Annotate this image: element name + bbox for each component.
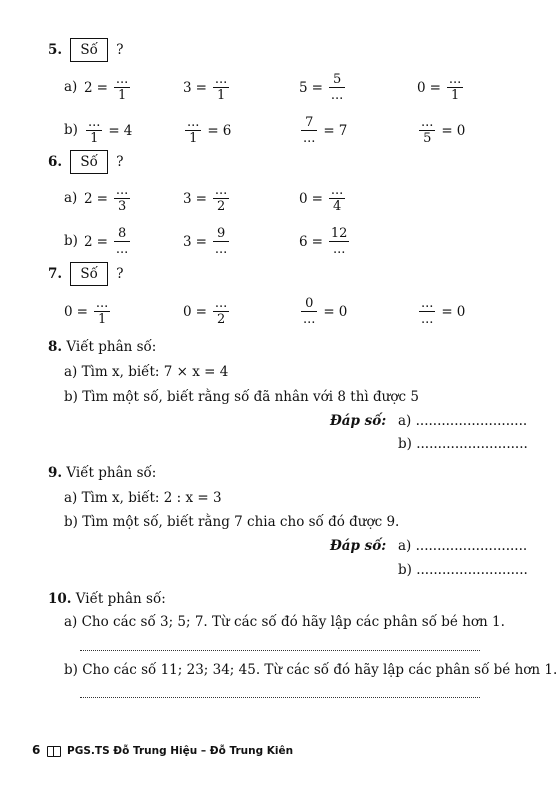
q6-so-box: Số xyxy=(70,150,108,174)
fraction xyxy=(419,297,435,326)
denominator: 1 xyxy=(216,88,226,103)
fraction xyxy=(114,184,130,213)
q7-heading xyxy=(48,262,123,286)
numerator: ... xyxy=(421,296,434,311)
equals-sign: = xyxy=(323,122,335,139)
numerator: 8 xyxy=(114,227,130,242)
q5b-item-4 xyxy=(417,116,465,145)
q6a-item-3 xyxy=(299,184,347,213)
denominator: ... xyxy=(332,242,346,257)
q8-answer-a[interactable]: a) .......................... xyxy=(398,413,528,429)
lhs: 3 xyxy=(183,190,192,207)
q10-part-a: a) Cho các số 3; 5; 7. Từ các số đó hãy lập các phân số bé hơn 1. xyxy=(64,614,505,630)
equals-sign: = xyxy=(311,190,323,207)
fraction xyxy=(114,227,130,256)
q7-item-1 xyxy=(64,297,112,326)
q8-number: 8. xyxy=(48,339,63,355)
q9-part-a: a) Tìm x, biết: 2 : x = 3 xyxy=(64,490,222,506)
q5-question-mark: ? xyxy=(116,42,124,58)
q9-heading xyxy=(48,465,156,481)
q6b-item-3 xyxy=(299,227,351,256)
denominator: ... xyxy=(115,242,129,257)
page-footer xyxy=(32,743,293,757)
equals-sign: = xyxy=(96,79,108,96)
q8-answer-label: Đáp số: xyxy=(330,413,387,429)
q6b-label: b) xyxy=(64,233,78,249)
q6a-item-2 xyxy=(183,184,231,213)
equals-sign: = xyxy=(207,122,219,139)
lhs: 2 xyxy=(84,79,93,96)
lhs: 0 xyxy=(64,303,73,320)
q8-title: Viết phân số: xyxy=(66,339,157,355)
lhs: 6 xyxy=(299,233,308,250)
q7-item-3 xyxy=(299,297,347,326)
denominator: ... xyxy=(303,131,316,146)
fraction xyxy=(301,116,317,145)
rhs: 4 xyxy=(123,122,133,139)
equals-sign: = xyxy=(96,190,108,207)
q6-question-mark: ? xyxy=(116,154,124,170)
denominator: 1 xyxy=(90,131,99,146)
lhs: 2 xyxy=(84,190,93,207)
numerator: ... xyxy=(214,183,228,198)
equals-sign: = xyxy=(311,233,323,250)
rhs: 0 xyxy=(456,122,466,139)
denominator: ... xyxy=(303,312,316,327)
q9-answer-b[interactable]: b) .......................... xyxy=(398,562,528,578)
q10-title: Viết phân số: xyxy=(75,591,166,607)
numerator: ... xyxy=(421,115,434,130)
fraction xyxy=(329,184,345,213)
q5b-item-2 xyxy=(183,116,231,145)
fraction xyxy=(301,297,317,326)
lhs: 3 xyxy=(183,233,192,250)
q10-number: 10. xyxy=(48,591,72,607)
q5b-item-1 xyxy=(84,116,132,145)
numerator: ... xyxy=(187,115,200,130)
numerator: 0 xyxy=(301,297,317,312)
fraction xyxy=(419,116,435,145)
denominator: 1 xyxy=(117,88,127,103)
q6b-item-1 xyxy=(84,227,132,256)
q9-part-b: b) Tìm một số, biết rằng 7 chia cho số đó được 9. xyxy=(64,514,400,530)
numerator: ... xyxy=(88,115,101,130)
fraction xyxy=(329,227,350,256)
page-number: 6 xyxy=(32,743,41,757)
denominator: 2 xyxy=(216,199,226,214)
denominator: ... xyxy=(421,312,434,327)
equals-sign: = xyxy=(429,79,441,96)
lhs: 0 xyxy=(183,303,192,320)
numerator: ... xyxy=(214,72,228,87)
q7-number: 7. xyxy=(48,266,63,282)
rhs: 7 xyxy=(338,122,348,139)
q5-so-box: Số xyxy=(70,38,108,62)
equals-sign: = xyxy=(108,122,120,139)
numerator: 12 xyxy=(330,226,348,241)
q5-heading xyxy=(48,38,123,62)
numerator: ... xyxy=(115,183,129,198)
equals-sign: = xyxy=(76,303,88,320)
fraction xyxy=(213,184,229,213)
q6b-item-2 xyxy=(183,227,231,256)
rhs: 6 xyxy=(222,122,232,139)
q8-heading xyxy=(48,339,156,355)
q6a-item-1 xyxy=(84,184,132,213)
numerator: 7 xyxy=(301,116,317,131)
q9-answer-label: Đáp số: xyxy=(330,538,387,554)
lhs: 3 xyxy=(183,79,192,96)
lhs: 2 xyxy=(84,233,93,250)
lhs: 5 xyxy=(299,79,308,96)
q5a-item-3 xyxy=(299,73,347,102)
fraction xyxy=(213,73,229,102)
denominator: 1 xyxy=(450,88,460,103)
q9-number: 9. xyxy=(48,465,63,481)
q8-answer-b[interactable]: b) .......................... xyxy=(398,436,528,452)
numerator: ... xyxy=(214,296,228,311)
denominator: 2 xyxy=(216,312,226,327)
equals-sign: = xyxy=(195,79,207,96)
q5b-label: b) xyxy=(64,122,78,138)
equals-sign: = xyxy=(195,190,207,207)
fraction xyxy=(213,227,229,256)
fraction xyxy=(213,297,229,326)
lhs: 0 xyxy=(417,79,426,96)
q5b-item-3 xyxy=(299,116,347,145)
numerator: 9 xyxy=(213,227,229,242)
lhs: 0 xyxy=(299,190,308,207)
fraction xyxy=(185,116,201,145)
numerator: ... xyxy=(95,296,109,311)
rhs: 0 xyxy=(456,303,466,320)
q5a-item-1 xyxy=(84,73,132,102)
denominator: 4 xyxy=(332,199,342,214)
fraction xyxy=(329,73,345,102)
rhs: 0 xyxy=(338,303,348,320)
q6-heading xyxy=(48,150,123,174)
numerator: 5 xyxy=(329,73,345,88)
q6a-label: a) xyxy=(64,190,78,206)
q8-part-b: b) Tìm một số, biết rằng số đã nhân với 8 thì được 5 xyxy=(64,389,419,405)
q10-answer-line-a[interactable] xyxy=(80,650,480,651)
q10-answer-line-b[interactable] xyxy=(80,697,480,698)
q10-part-b: b) Cho các số 11; 23; 34; 45. Từ các số đó hãy lập các phân số bé hơn 1. xyxy=(64,662,558,678)
q8-part-a: a) Tìm x, biết: 7 × x = 4 xyxy=(64,364,229,380)
q5a-label: a) xyxy=(64,79,78,95)
q5a-item-2 xyxy=(183,73,231,102)
q6-number: 6. xyxy=(48,154,63,170)
denominator: 3 xyxy=(117,199,127,214)
fraction xyxy=(447,73,463,102)
fraction xyxy=(86,116,102,145)
q5-number: 5. xyxy=(48,42,63,58)
q7-question-mark: ? xyxy=(116,266,124,282)
equals-sign: = xyxy=(311,79,323,96)
equals-sign: = xyxy=(96,233,108,250)
equals-sign: = xyxy=(323,303,335,320)
q7-item-2 xyxy=(183,297,231,326)
numerator: ... xyxy=(115,72,129,87)
denominator: 5 xyxy=(423,131,432,146)
equals-sign: = xyxy=(195,303,207,320)
equals-sign: = xyxy=(195,233,207,250)
denominator: ... xyxy=(214,242,228,257)
equals-sign: = xyxy=(441,303,453,320)
q7-so-box: Số xyxy=(70,262,108,286)
equals-sign: = xyxy=(441,122,453,139)
denominator: 1 xyxy=(189,131,198,146)
numerator: ... xyxy=(448,72,462,87)
book-icon xyxy=(47,746,61,757)
q9-answer-a[interactable]: a) .......................... xyxy=(398,538,528,554)
numerator: ... xyxy=(330,183,344,198)
denominator: ... xyxy=(330,88,344,103)
q5a-item-4 xyxy=(417,73,465,102)
denominator: 1 xyxy=(97,312,107,327)
q7-item-4 xyxy=(417,297,465,326)
footer-authors: PGS.TS Đỗ Trung Hiệu – Đỗ Trung Kiên xyxy=(67,745,294,757)
fraction xyxy=(94,297,110,326)
q10-heading xyxy=(48,591,166,607)
fraction xyxy=(114,73,130,102)
q9-title: Viết phân số: xyxy=(66,465,157,481)
